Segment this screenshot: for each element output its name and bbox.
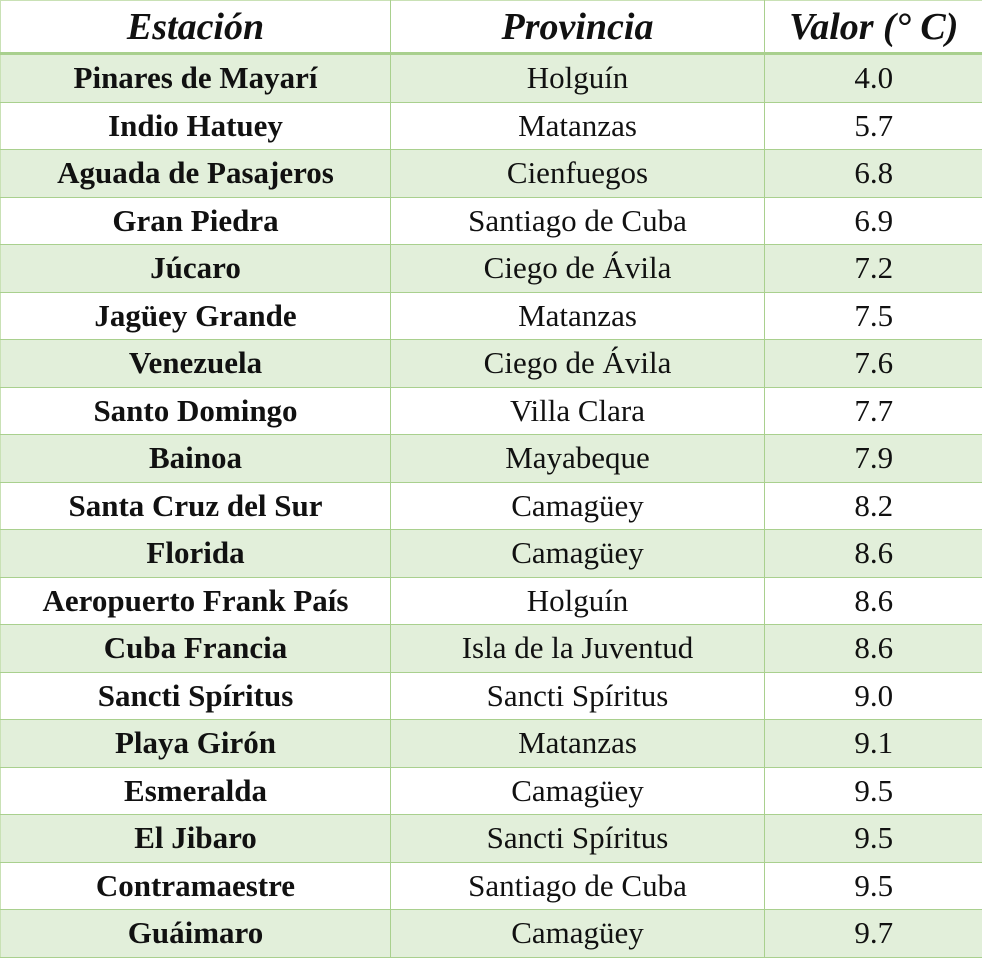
value-cell: 8.6 bbox=[765, 530, 982, 578]
table-row bbox=[1, 197, 982, 245]
province-cell: Matanzas bbox=[391, 292, 765, 340]
table-row bbox=[1, 292, 982, 340]
province-cell: Cienfuegos bbox=[391, 150, 765, 198]
station-cell: Gran Piedra bbox=[1, 197, 391, 245]
province-cell: Holguín bbox=[391, 54, 765, 103]
province-cell: Santiago de Cuba bbox=[391, 197, 765, 245]
province-cell: Camagüey bbox=[391, 910, 765, 958]
value-cell: 9.5 bbox=[765, 767, 982, 815]
value-cell: 9.1 bbox=[765, 720, 982, 768]
station-cell: Esmeralda bbox=[1, 767, 391, 815]
province-cell: Matanzas bbox=[391, 102, 765, 150]
value-column-header: Valor (° C) bbox=[765, 1, 982, 54]
station-cell: Sancti Spíritus bbox=[1, 672, 391, 720]
province-cell: Holguín bbox=[391, 577, 765, 625]
table-row bbox=[1, 245, 982, 293]
station-cell: Playa Girón bbox=[1, 720, 391, 768]
station-cell: El Jibaro bbox=[1, 815, 391, 863]
province-cell: Camagüey bbox=[391, 482, 765, 530]
province-cell: Santiago de Cuba bbox=[391, 862, 765, 910]
header-row bbox=[1, 1, 982, 54]
value-cell: 6.8 bbox=[765, 150, 982, 198]
station-cell: Florida bbox=[1, 530, 391, 578]
value-cell: 9.0 bbox=[765, 672, 982, 720]
province-cell: Matanzas bbox=[391, 720, 765, 768]
province-cell: Camagüey bbox=[391, 530, 765, 578]
value-cell: 7.7 bbox=[765, 387, 982, 435]
value-cell: 9.5 bbox=[765, 815, 982, 863]
station-cell: Santa Cruz del Sur bbox=[1, 482, 391, 530]
province-cell: Camagüey bbox=[391, 767, 765, 815]
station-cell: Jagüey Grande bbox=[1, 292, 391, 340]
province-cell: Isla de la Juventud bbox=[391, 625, 765, 673]
table-row bbox=[1, 387, 982, 435]
province-cell: Ciego de Ávila bbox=[391, 340, 765, 388]
station-cell: Guáimaro bbox=[1, 910, 391, 958]
value-cell: 7.9 bbox=[765, 435, 982, 483]
table-row bbox=[1, 910, 982, 958]
province-cell: Ciego de Ávila bbox=[391, 245, 765, 293]
station-cell: Cuba Francia bbox=[1, 625, 391, 673]
table-row bbox=[1, 767, 982, 815]
station-cell: Bainoa bbox=[1, 435, 391, 483]
table-row bbox=[1, 625, 982, 673]
province-cell: Sancti Spíritus bbox=[391, 815, 765, 863]
province-cell: Mayabeque bbox=[391, 435, 765, 483]
table-row bbox=[1, 435, 982, 483]
value-cell: 8.6 bbox=[765, 577, 982, 625]
table-row bbox=[1, 672, 982, 720]
province-cell: Sancti Spíritus bbox=[391, 672, 765, 720]
province-column-header: Provincia bbox=[391, 1, 765, 54]
value-cell: 6.9 bbox=[765, 197, 982, 245]
value-cell: 9.5 bbox=[765, 862, 982, 910]
value-cell: 9.7 bbox=[765, 910, 982, 958]
table-body bbox=[1, 54, 982, 958]
table-row bbox=[1, 530, 982, 578]
table-row bbox=[1, 720, 982, 768]
station-cell: Santo Domingo bbox=[1, 387, 391, 435]
station-cell: Indio Hatuey bbox=[1, 102, 391, 150]
station-cell: Aguada de Pasajeros bbox=[1, 150, 391, 198]
table-row bbox=[1, 577, 982, 625]
value-cell: 8.2 bbox=[765, 482, 982, 530]
station-cell: Venezuela bbox=[1, 340, 391, 388]
table-row bbox=[1, 340, 982, 388]
value-cell: 8.6 bbox=[765, 625, 982, 673]
value-cell: 7.2 bbox=[765, 245, 982, 293]
station-cell: Júcaro bbox=[1, 245, 391, 293]
station-cell: Contramaestre bbox=[1, 862, 391, 910]
value-cell: 7.5 bbox=[765, 292, 982, 340]
table-row bbox=[1, 815, 982, 863]
table-row bbox=[1, 482, 982, 530]
station-cell: Pinares de Mayarí bbox=[1, 54, 391, 103]
table-row bbox=[1, 150, 982, 198]
table-row bbox=[1, 54, 982, 103]
value-cell: 7.6 bbox=[765, 340, 982, 388]
province-cell: Villa Clara bbox=[391, 387, 765, 435]
table-row bbox=[1, 102, 982, 150]
value-cell: 4.0 bbox=[765, 54, 982, 103]
station-cell: Aeropuerto Frank País bbox=[1, 577, 391, 625]
station-column-header: Estación bbox=[1, 1, 391, 54]
value-cell: 5.7 bbox=[765, 102, 982, 150]
table-row bbox=[1, 862, 982, 910]
